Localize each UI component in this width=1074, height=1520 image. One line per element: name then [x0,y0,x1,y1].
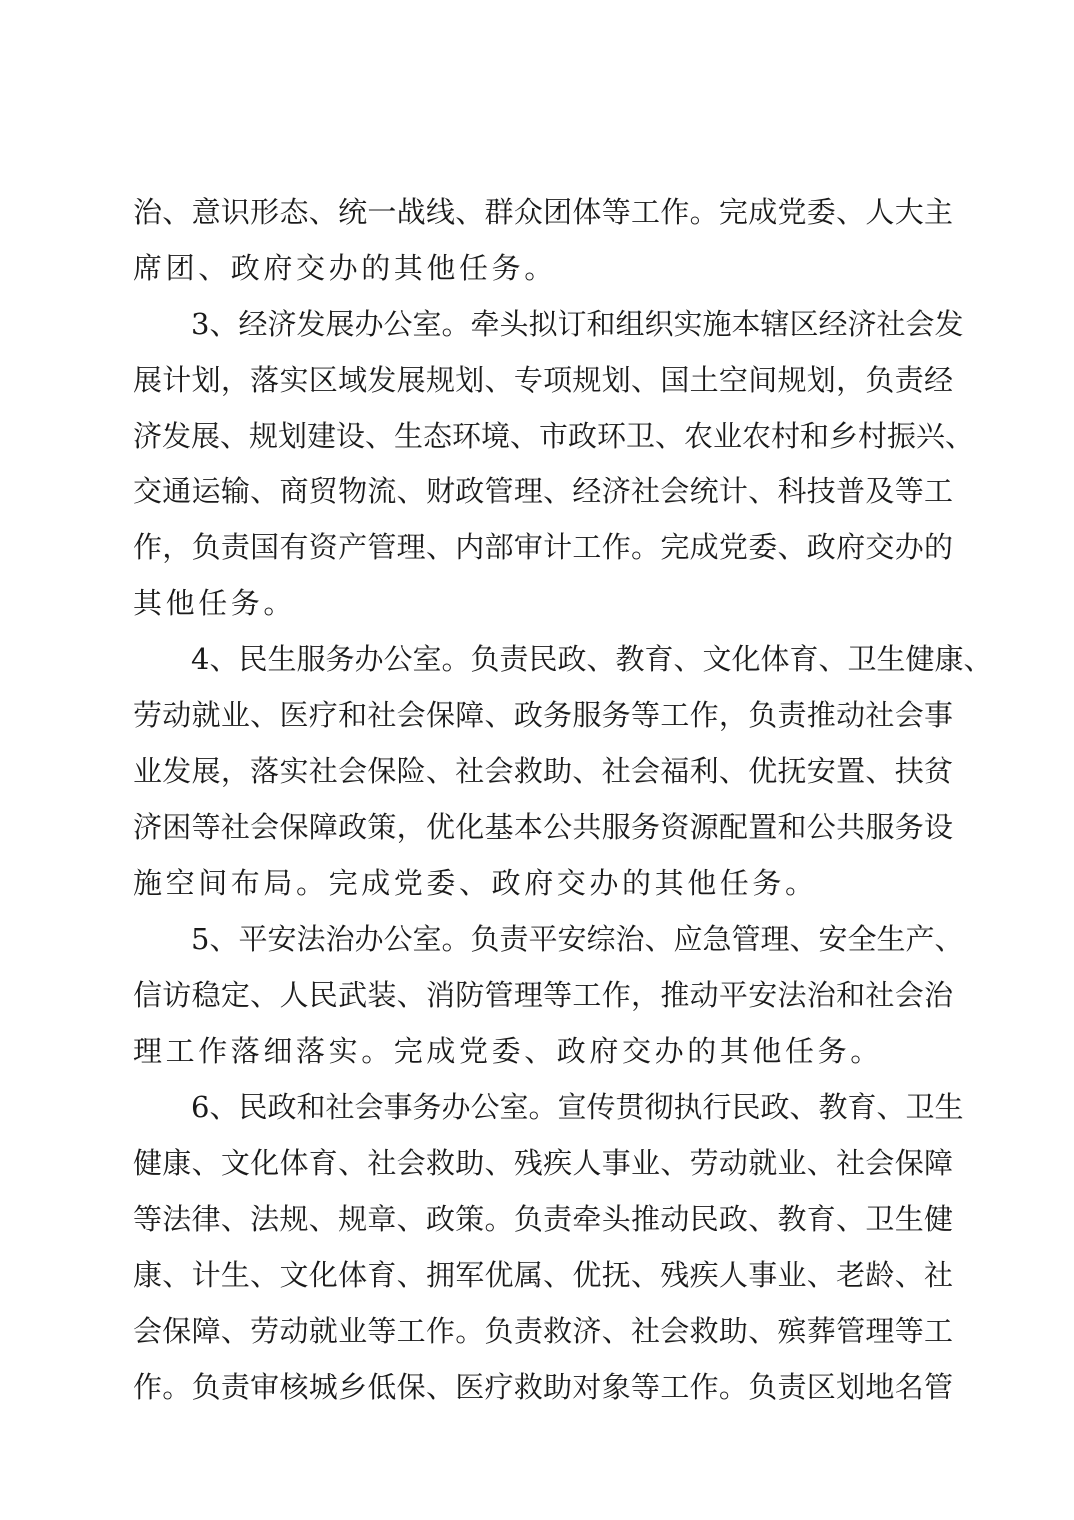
text-line: 会保障、劳动就业等工作。负责救济、社会救助、殡葬管理等工 [133,1314,953,1348]
text-line: 理工作落细落实。完成党委、政府交办的其他任务。 [133,1034,883,1068]
text-line: 劳动就业、医疗和社会保障、政务服务等工作，负责推动社会事 [133,698,953,732]
text-line: 作，负责国有资产管理、内部审计工作。完成党委、政府交办的 [133,530,953,564]
paragraph-6-start: 6、民政和社会事务办公室。宣传贯彻执行民政、教育、卫生 [191,1090,964,1124]
paragraph-4-start: 4、民生服务办公室。负责民政、教育、文化体育、卫生健康、 [191,642,993,676]
text-line: 康、计生、文化体育、拥军优属、优抚、残疾人事业、老龄、社 [133,1258,953,1292]
text-line: 其他任务。 [133,586,297,620]
text-line: 展计划，落实区域发展规划、专项规划、国土空间规划，负责经 [133,363,953,397]
text-line: 治、意识形态、统一战线、群众团体等工作。完成党委、人大主 [133,195,953,229]
text-line: 健康、文化体育、社会救助、残疾人事业、劳动就业、社会保障 [133,1146,953,1180]
text-line: 济发展、规划建设、生态环境、市政环卫、农业农村和乡村振兴、 [133,419,975,453]
paragraph-3-start: 3、经济发展办公室。牵头拟订和组织实施本辖区经济社会发 [191,307,964,341]
text-line: 施空间布局。完成党委、政府交办的其他任务。 [133,866,818,900]
text-line: 交通运输、商贸物流、财政管理、经济社会统计、科技普及等工 [133,474,953,508]
text-line: 济困等社会保障政策，优化基本公共服务资源配置和公共服务设 [133,810,953,844]
text-line: 席团、政府交办的其他任务。 [133,251,557,285]
text-line: 业发展，落实社会保险、社会救助、社会福利、优抚安置、扶贫 [133,754,953,788]
text-line: 信访稳定、人民武装、消防管理等工作，推动平安法治和社会治 [133,978,953,1012]
text-line: 等法律、法规、规章、政策。负责牵头推动民政、教育、卫生健 [133,1202,953,1236]
text-line: 作。负责审核城乡低保、医疗救助对象等工作。负责区划地名管 [133,1370,953,1404]
paragraph-5-start: 5、平安法治办公室。负责平安综治、应急管理、安全生产、 [191,922,964,956]
